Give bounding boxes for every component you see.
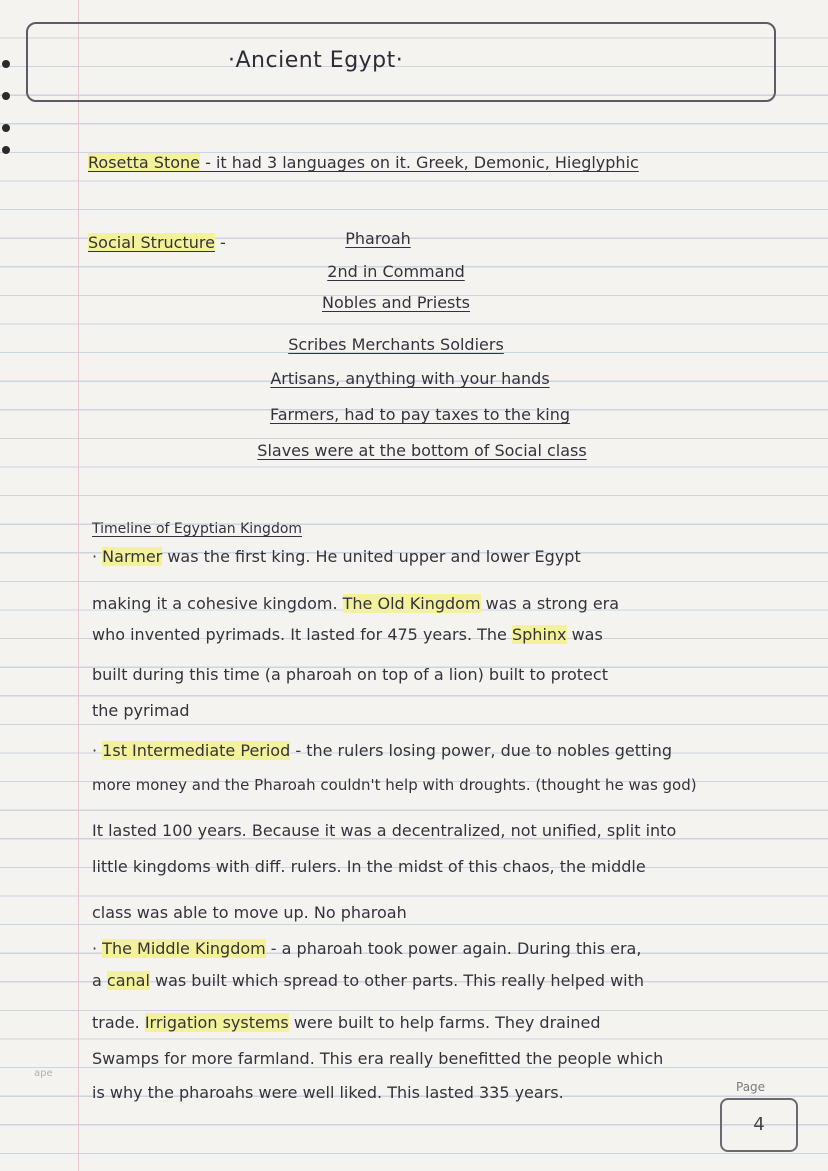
timeline-line: is why the pharoahs were well liked. This lasted 335 years.: [92, 1083, 564, 1102]
timeline-line: · Narmer was the first king. He united upper and lower Egypt: [92, 547, 581, 566]
rosetta-line: [88, 152, 639, 174]
timeline-line: built during this time (a pharoah on top of a lion) built to protect: [92, 665, 608, 684]
highlighted-phrase: Irrigation systems: [144, 1013, 289, 1032]
highlighted-phrase: 1st Intermediate Period: [102, 741, 291, 760]
edge-text: ape: [34, 1068, 53, 1079]
timeline-line: It lasted 100 years. Because it was a decentralized, not unified, split into: [92, 821, 677, 840]
highlighted-phrase: The Old Kingdom: [342, 594, 481, 613]
page-label: Page: [736, 1080, 766, 1094]
social-level: Pharoah: [345, 229, 411, 248]
highlighted-phrase: Narmer: [102, 547, 163, 566]
page-number: 4: [753, 1114, 765, 1135]
social-structure-label: Social Structure: [88, 233, 215, 252]
highlighted-phrase: canal: [106, 971, 150, 990]
binder-hole: [2, 60, 10, 68]
margin-line: [78, 0, 79, 1171]
social-level: Artisans, anything with your hands: [270, 369, 550, 388]
rosetta-label: Rosetta Stone: [88, 153, 201, 172]
rosetta-text: - it had 3 languages on it. Greek, Demonic, Hieglyphic: [200, 153, 639, 172]
social-level: Farmers, had to pay taxes to the king: [269, 405, 571, 424]
timeline-line: trade. Irrigation systems were built to help farms. They drained: [92, 1013, 601, 1032]
binder-hole: [2, 124, 10, 132]
timeline-line: little kingdoms with diff. rulers. In the midst of this chaos, the middle: [92, 857, 646, 876]
highlighted-phrase: Sphinx: [511, 625, 567, 644]
binder-hole: [2, 146, 10, 154]
social-level: 2nd in Command: [327, 262, 465, 281]
social-level: Scribes Merchants Soldiers: [288, 335, 504, 354]
page-title: ·Ancient Egypt·: [228, 48, 404, 73]
timeline-line: class was able to move up. No pharoah: [92, 903, 407, 922]
timeline-line: making it a cohesive kingdom. The Old Kingdom was a strong era: [92, 594, 620, 613]
timeline-line: who invented pyrimads. It lasted for 475 years. The Sphinx was: [92, 625, 603, 644]
highlighted-phrase: The Middle Kingdom: [102, 939, 266, 958]
timeline-line: a canal was built which spread to other parts. This really helped with: [92, 971, 645, 990]
timeline-heading: Timeline of Egyptian Kingdom: [92, 521, 303, 537]
timeline-line: the pyrimad: [92, 701, 190, 720]
timeline-line: more money and the Pharoah couldn't help with droughts. (thought he was god): [92, 776, 697, 794]
timeline-line: · The Middle Kingdom - a pharoah took power again. During this era,: [92, 939, 642, 958]
social-level: Nobles and Priests: [322, 293, 470, 312]
social-level: Slaves were at the bottom of Social class: [257, 441, 587, 460]
timeline-line: · 1st Intermediate Period - the rulers losing power, due to nobles getting: [92, 741, 673, 760]
page-number-box: [720, 1098, 798, 1152]
binder-hole: [2, 92, 10, 100]
social-structure-dash: -: [214, 233, 226, 252]
timeline-line: Swamps for more farmland. This era really benefitted the people which: [92, 1049, 664, 1068]
